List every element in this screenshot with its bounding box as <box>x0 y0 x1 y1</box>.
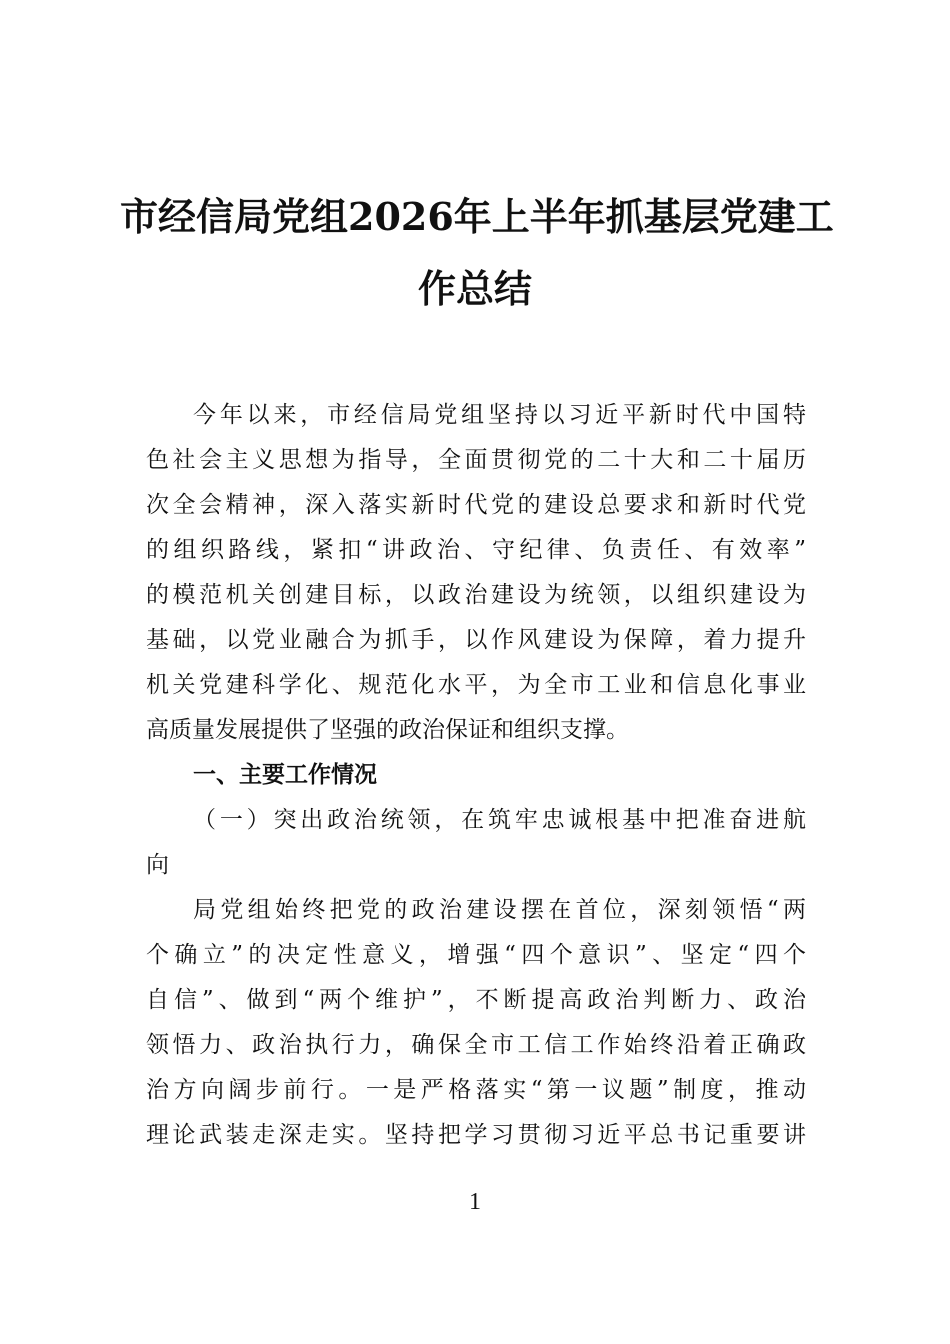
body-line: 局党组始终把党的政治建设摆在首位，深刻领悟“两 <box>193 897 806 923</box>
page-number: 1 <box>469 1189 481 1215</box>
intro-line: 色社会主义思想为指导，全面贯彻党的二十大和二十届历 <box>146 447 806 473</box>
document-title-line-2: 作总结 <box>417 266 532 311</box>
subsection-heading-line: （一）突出政治统领，在筑牢忠诚根基中把准奋进航 <box>193 807 806 833</box>
intro-line: 次全会精神，深入落实新时代党的建设总要求和新时代党 <box>146 492 806 518</box>
intro-line: 基础，以党业融合为抓手，以作风建设为保障，着力提升 <box>146 627 806 653</box>
document-title-line-1: 市经信局党组2026年上半年抓基层党建工 <box>120 194 834 239</box>
intro-line: 的模范机关创建目标，以政治建设为统领，以组织建设为 <box>146 582 806 608</box>
body-line: 个确立”的决定性意义，增强“四个意识”、坚定“四个 <box>146 942 806 968</box>
intro-line: 机关党建科学化、规范化水平，为全市工业和信息化事业 <box>146 672 806 698</box>
body-line: 治方向阔步前行。一是严格落实“第一议题”制度，推动 <box>146 1077 806 1103</box>
intro-line: 今年以来，市经信局党组坚持以习近平新时代中国特 <box>193 402 806 428</box>
intro-line: 的组织路线，紧扣“讲政治、守纪律、负责任、有效率” <box>146 537 806 563</box>
intro-line: 高质量发展提供了坚强的政治保证和组织支撑。 <box>146 717 629 743</box>
body-line: 自信”、做到“两个维护”，不断提高政治判断力、政治 <box>146 987 806 1013</box>
body-line: 领悟力、政治执行力，确保全市工信工作始终沿着正确政 <box>146 1032 806 1058</box>
subsection-heading-line: 向 <box>146 852 169 878</box>
section-heading: 一、主要工作情况 <box>193 762 377 788</box>
body-line: 理论武装走深走实。坚持把学习贯彻习近平总书记重要讲 <box>146 1122 806 1148</box>
